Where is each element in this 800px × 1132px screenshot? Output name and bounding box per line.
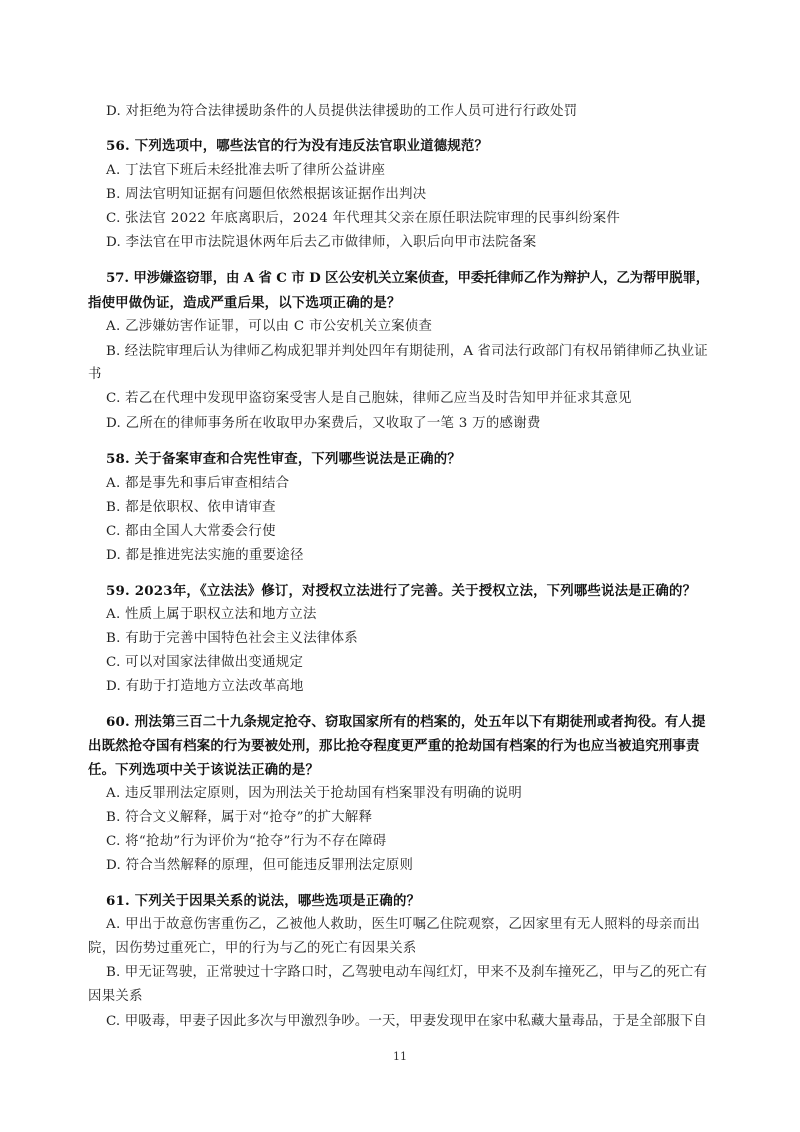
q57-stem-line-2: 指使甲做伪证，造成严重后果，以下选项正确的是？ <box>88 295 401 311</box>
q59-option-d: D. 有助于打造地方立法改革高地 <box>106 679 304 694</box>
q56-option-c: C. 张法官 2022 年底离职后，2024 年代理其父亲在原任职法院审理的民事纠纷案件 <box>106 211 621 226</box>
q55-option-d: D. 对拒绝为符合法律援助条件的人员提供法律援助的工作人员可进行行政处罚 <box>106 104 578 119</box>
q59-stem: 59. 2023年，《立法法》修订，对授权立法进行了完善。关于授权立法，下列哪些说法是正确的？ <box>106 583 697 599</box>
q60-option-c: C. 将“抢劫”行为评价为“抢夺”行为不存在障碍 <box>106 834 387 849</box>
q61-stem: 61. 下列关于因果关系的说法，哪些选项是正确的？ <box>106 893 421 909</box>
q57-option-b-line-1: B. 经法院审理后认为律师乙构成犯罪并判处四年有期徒刑，A 省司法行政部门有权吊销律师乙执业证 <box>106 344 708 359</box>
q58-option-d: D. 都是推进宪法实施的重要途径 <box>106 548 304 563</box>
q57-option-a: A. 乙涉嫌妨害作证罪，可以由 C 市公安机关立案侦查 <box>106 319 433 334</box>
q56-option-b: B. 周法官明知证据有问题但依然根据该证据作出判决 <box>106 187 427 202</box>
q61-option-a-line-1: A. 甲出于故意伤害重伤乙，乙被他人救助，医生叮嘱乙住院观察，乙因家里有无人照料的母亲而出 <box>106 917 701 932</box>
q58-option-b: B. 都是依职权、依申请审查 <box>106 500 276 515</box>
q60-option-a: A. 违反罪刑法定原则，因为刑法关于抢劫国有档案罪没有明确的说明 <box>106 786 523 801</box>
q56-stem: 56. 下列选项中，哪些法官的行为没有违反法官职业道德规范？ <box>106 138 489 154</box>
q56-option-a: A. 丁法官下班后未经批准去听了律所公益讲座 <box>106 163 386 178</box>
q59-option-b: B. 有助于完善中国特色社会主义法律体系 <box>106 631 358 646</box>
q60-stem-line-1: 60. 刑法第三百二十九条规定抢夺、窃取国家所有的档案的，处五年以下有期徒刑或者拘役。有人提 <box>106 714 706 730</box>
q60-stem-line-3: 任。下列选项中关于该说法正确的是？ <box>88 762 320 778</box>
q60-option-d: D. 符合当然解释的原理，但可能违反罪刑法定原则 <box>106 858 414 873</box>
q61-option-a-line-2: 院，因伤势过重死亡，甲的行为与乙的死亡有因果关系 <box>88 941 417 956</box>
q58-option-a: A. 都是事先和事后审查相结合 <box>106 476 290 491</box>
q57-option-c: C. 若乙在代理中发现甲盗窃案受害人是自己胞妹，律师乙应当及时告知甲并征求其意见 <box>106 391 632 406</box>
q60-option-b: B. 符合文义解释，属于对“抢夺”的扩大解释 <box>106 810 373 825</box>
q57-option-b-line-2: 书 <box>88 367 102 382</box>
q61-option-c-line-1: C. 甲吸毒，甲妻子因此多次与甲激烈争吵。一天，甲妻发现甲在家中私藏大量毒品，于是全部服下自 <box>106 1014 707 1029</box>
page-number: 11 <box>393 1050 407 1063</box>
q57-option-d: D. 乙所在的律师事务所在收取甲办案费后，又收取了一笔 3 万的感谢费 <box>106 416 541 431</box>
q61-option-b-line-1: B. 甲无证驾驶，正常驶过十字路口时，乙驾驶电动车闯红灯，甲来不及刹车撞死乙，甲与乙的死亡有 <box>106 965 708 980</box>
q57-stem-line-1: 57. 甲涉嫌盗窃罪，由 A 省 C 市 D 区公安机关立案侦查，甲委托律师乙作为辩护人，乙为帮甲脱罪， <box>106 270 710 286</box>
q58-option-c: C. 都由全国人大常委会行使 <box>106 524 276 539</box>
q59-option-c: C. 可以对国家法律做出变通规定 <box>106 655 304 670</box>
q56-option-d: D. 李法官在甲市法院退休两年后去乙市做律师，入职后向甲市法院备案 <box>106 235 537 250</box>
q61-option-b-line-2: 因果关系 <box>88 989 143 1004</box>
q59-option-a: A. 性质上属于职权立法和地方立法 <box>106 607 317 622</box>
q58-stem: 58. 关于备案审查和合宪性审查，下列哪些说法是正确的？ <box>106 451 461 467</box>
q60-stem-line-2: 出既然抢夺国有档案的行为要被处刑，那比抢夺程度更严重的抢劫国有档案的行为也应当被追究刑事责 <box>88 738 700 754</box>
